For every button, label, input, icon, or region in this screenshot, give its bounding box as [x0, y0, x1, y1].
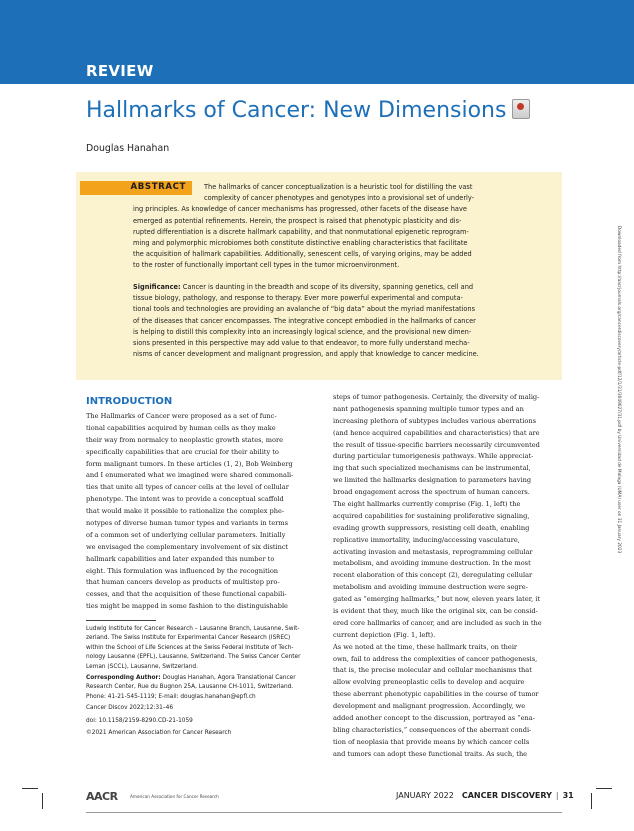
- body-line: form malignant tumors. In these articles (1, 2), Bob Weinberg: [86, 459, 293, 468]
- significance-line: tissue biology, pathology, and response to therapy. Ever more powerful experimental and computa-: [133, 294, 463, 303]
- body-line: specifically capabilities that are crucial for their ability to: [86, 447, 279, 456]
- significance-line: tional tools and technologies are providing an avalanche of “big data” about the myriad manifestations: [133, 305, 476, 314]
- crop-mark: [42, 793, 43, 809]
- header-banner: [0, 0, 634, 84]
- significance-line: sions presented in this perspective may add value to that endeavor, to more fully understand mecha-: [133, 338, 470, 347]
- body-line: replicative immortality, inducing/accessing vasculature,: [333, 535, 520, 544]
- body-line: that human cancers develop as products of multistep pro-: [86, 578, 280, 587]
- aacr-logo: AACR: [86, 790, 118, 803]
- crop-mark: [596, 788, 612, 789]
- body-line: The eight hallmarks currently comprise (Fig. 1, left) the: [333, 500, 521, 509]
- abstract-text: [133, 204, 472, 271]
- issue-date: JANUARY 2022: [396, 791, 454, 800]
- journal-name: CANCER DISCOVERY: [461, 791, 552, 800]
- body-line: allow evolving preneoplastic cells to develop and acquire: [333, 678, 525, 687]
- footnote-line: Leman (SCCL), Lausanne, Switzerland.: [86, 663, 198, 670]
- body-line: of a common set of underlying cellular parameters. Initially: [86, 530, 286, 539]
- page-number: 31: [562, 791, 574, 800]
- body-line: activating invasion and metastasis, reprogramming cellular: [333, 547, 533, 556]
- body-line: their way from normalcy to neoplastic growth states, more: [86, 435, 284, 444]
- body-line: cesses, and that the acquisition of these functional capabili-: [86, 590, 287, 599]
- body-line: and I enumerated what we imagined were shared commonali-: [86, 471, 294, 480]
- body-column-right: [333, 392, 561, 761]
- body-line: tional capabilities acquired by human cells as they make: [86, 423, 276, 432]
- body-line: own, fail to address the complexities of cancer pathogenesis,: [333, 654, 538, 663]
- footnote-line: Phone: 41-21-545-1119; E-mail: douglas.hanahan@epfl.ch: [86, 693, 256, 700]
- doi-footnote: [86, 717, 193, 726]
- footnote-divider: [86, 620, 156, 621]
- body-column-left: [86, 411, 314, 613]
- abstract-line: ing principles. As knowledge of cancer mechanisms has progressed, other facets of the disease have: [133, 205, 467, 214]
- body-line: tion of neoplasia that provide means by which cancer cells: [333, 737, 530, 746]
- abstract-tag: [80, 181, 192, 195]
- footnote-line: zerland. The Swiss Institute for Experimental Cancer Research (ISREC): [86, 635, 291, 642]
- footer-rule: [86, 812, 562, 813]
- body-line: ered core hallmarks of cancer, and are included as such in the: [333, 618, 542, 627]
- body-line: (and hence acquired capabilities and characteristics) that are: [333, 428, 540, 437]
- significance-line: is helping to distill this complexity into an increasingly logical science, and the provisional new dimen-: [133, 327, 472, 336]
- body-line: ties that unite all types of cancer cells at the level of cellular: [86, 483, 289, 492]
- page-footer: [396, 791, 574, 800]
- significance-line: of the diseases that cancer encompasses. The integrative concept embodied in the hallmarks of cancer: [133, 316, 476, 325]
- citation-footnote: [86, 704, 173, 713]
- download-note: Downloaded from http://aacrjournals.org/cancerdiscovery/article-pdf/12/1/31/3049027/31.pdf by Universidad de Malaga (UMA) user on 31 January 2023: [616, 226, 621, 554]
- footnote-line: Corresponding Author: Douglas Hanahan, Agora Translational Cancer: [86, 675, 296, 681]
- body-line: current depiction (Fig. 1, left).: [333, 630, 436, 639]
- body-line: during particular tumorigenesis pathways. While appreciat-: [333, 452, 534, 461]
- body-line: broad engagement across the spectrum of human cancers.: [333, 488, 530, 497]
- copyright-footnote: [86, 729, 231, 738]
- body-line: that would make it possible to rationalize the complex phe-: [86, 507, 285, 516]
- affiliation-footnote: [86, 625, 300, 672]
- crop-mark: [22, 788, 38, 789]
- significance-text: [133, 282, 479, 360]
- body-line: hallmark capabilities and later expanded this number to: [86, 554, 275, 563]
- body-line: ing that such specialized mechanisms can be instrumental,: [333, 464, 531, 473]
- footnote-line: Ludwig Institute for Cancer Research – Lausanne Branch, Lausanne, Swit-: [86, 626, 300, 632]
- body-line: notypes of diverse human tumor types and variants in terms: [86, 519, 289, 528]
- abstract-line: complexity of cancer phenotypes and genotypes into a provisional set of underly-: [204, 194, 475, 203]
- body-line: added another concept to the discussion, portrayed as “ena-: [333, 714, 535, 723]
- abstract-line: rupted differentiation is a discrete hallmark capability, and that nonmutational epigenetic reprogram-: [133, 227, 469, 236]
- body-line: that is, the precise molecular and cellular mechanisms that: [333, 666, 532, 675]
- body-line: bling characteristics,” consequences of the aberrant condi-: [333, 725, 532, 734]
- abstract-line: The hallmarks of cancer conceptualization is a heuristic tool for distilling the vast: [204, 183, 473, 191]
- significance-line: Significance: Cancer is daunting in the breadth and scope of its diversity, spanning genetics, cell and: [133, 283, 474, 291]
- body-line: is evident that they, much like the original six, can be consid-: [333, 607, 538, 616]
- body-line: As we noted at the time, these hallmark traits, on their: [333, 642, 518, 651]
- significance-label: Significance:: [133, 283, 181, 291]
- download-watermark: [612, 226, 622, 716]
- abstract-line: the acquisition of hallmark capabilities. Additionally, senescent cells, of varying origins, may be added: [133, 250, 472, 259]
- footer-separator: |: [555, 791, 559, 800]
- section-label: REVIEW: [86, 62, 154, 80]
- body-line: metabolism, and avoiding immune destruction. In the most: [333, 559, 531, 568]
- abstract-line: ming and polymorphic microbiomes both constitute distinctive enabling characteristics that facilitate: [133, 238, 468, 247]
- body-line: development and malignant progression. Accordingly, we: [333, 702, 526, 711]
- crop-mark: [591, 793, 592, 809]
- abstract-line: emerged as potential refinements. Herein, the prospect is raised that phenotypic plasticity and dis-: [133, 216, 462, 225]
- abstract-text-indented: [204, 182, 474, 204]
- copyright: ©2021 American Association for Cancer Research: [86, 730, 232, 736]
- body-line: acquired capabilities for sustaining proliferative signaling,: [333, 511, 530, 520]
- corresponding-label: Corresponding Author:: [86, 675, 161, 681]
- body-line: these aberrant phenotypic capabilities in the course of tumor: [333, 690, 539, 699]
- body-line: eight. This formulation was influenced by the recognition: [86, 566, 279, 575]
- introduction-heading: INTRODUCTION: [86, 396, 173, 407]
- abstract-tag-label: ABSTRACT: [130, 182, 186, 192]
- body-line: we envisaged the complementary involvement of six distinct: [86, 542, 289, 551]
- article-title-text: Hallmarks of Cancer: New Dimensions: [86, 98, 507, 123]
- footnote-line: nology Lausanne (EPFL), Lausanne, Switzerland. The Swiss Cancer Center: [86, 654, 301, 661]
- body-line: steps of tumor pathogenesis. Certainly, the diversity of malig-: [333, 393, 540, 401]
- significance-line: nisms of cancer development and malignant progression, and apply that knowledge to cancer medicine.: [133, 350, 479, 359]
- article-title: [86, 98, 530, 123]
- body-line: nant pathogenesis spanning multiple tumor types and an: [333, 404, 524, 413]
- article-author: Douglas Hanahan: [86, 143, 170, 154]
- body-line: the result of tissue-specific barriers necessarily circumvented: [333, 440, 540, 449]
- aacr-org-name: American Association for Cancer Research: [130, 794, 219, 799]
- body-line: gated as “emerging hallmarks,” but now, eleven years later, it: [333, 595, 541, 604]
- footnote-line: Research Center, Rue du Bugnon 25A, Lausanne CH-1011, Switzerland.: [86, 684, 294, 691]
- corresponding-author-footnote: [86, 674, 296, 702]
- body-line: ties might be mapped in some fashion to the distinguishable: [86, 602, 288, 611]
- body-line: recent elaboration of this concept (2), deregulating cellular: [333, 571, 533, 580]
- body-line: phenotype. The intent was to provide a conceptual scaffold: [86, 495, 284, 504]
- body-line: evading growth suppressors, resisting cell death, enabling: [333, 523, 530, 532]
- crossmark-icon[interactable]: [512, 99, 530, 119]
- body-line: and tumors can adopt these functional traits. As such, the: [333, 749, 528, 758]
- body-line: The Hallmarks of Cancer were proposed as a set of func-: [86, 412, 277, 420]
- body-line: increasing plethora of subtypes includes various aberrations: [333, 416, 536, 425]
- footnote-line: within the School of Life Sciences at the Swiss Federal Institute of Tech-: [86, 644, 294, 651]
- doi-link[interactable]: doi: 10.1158/2159-8290.CD-21-1059: [86, 718, 193, 724]
- abstract-line: to the roster of functionally important cell types in the tumor microenvironment.: [133, 261, 400, 270]
- citation: Cancer Discov 2022;12:31–46: [86, 705, 174, 711]
- body-line: we limited the hallmarks designation to parameters having: [333, 476, 532, 485]
- body-line: metabolism and avoiding immune destruction were segre-: [333, 583, 528, 592]
